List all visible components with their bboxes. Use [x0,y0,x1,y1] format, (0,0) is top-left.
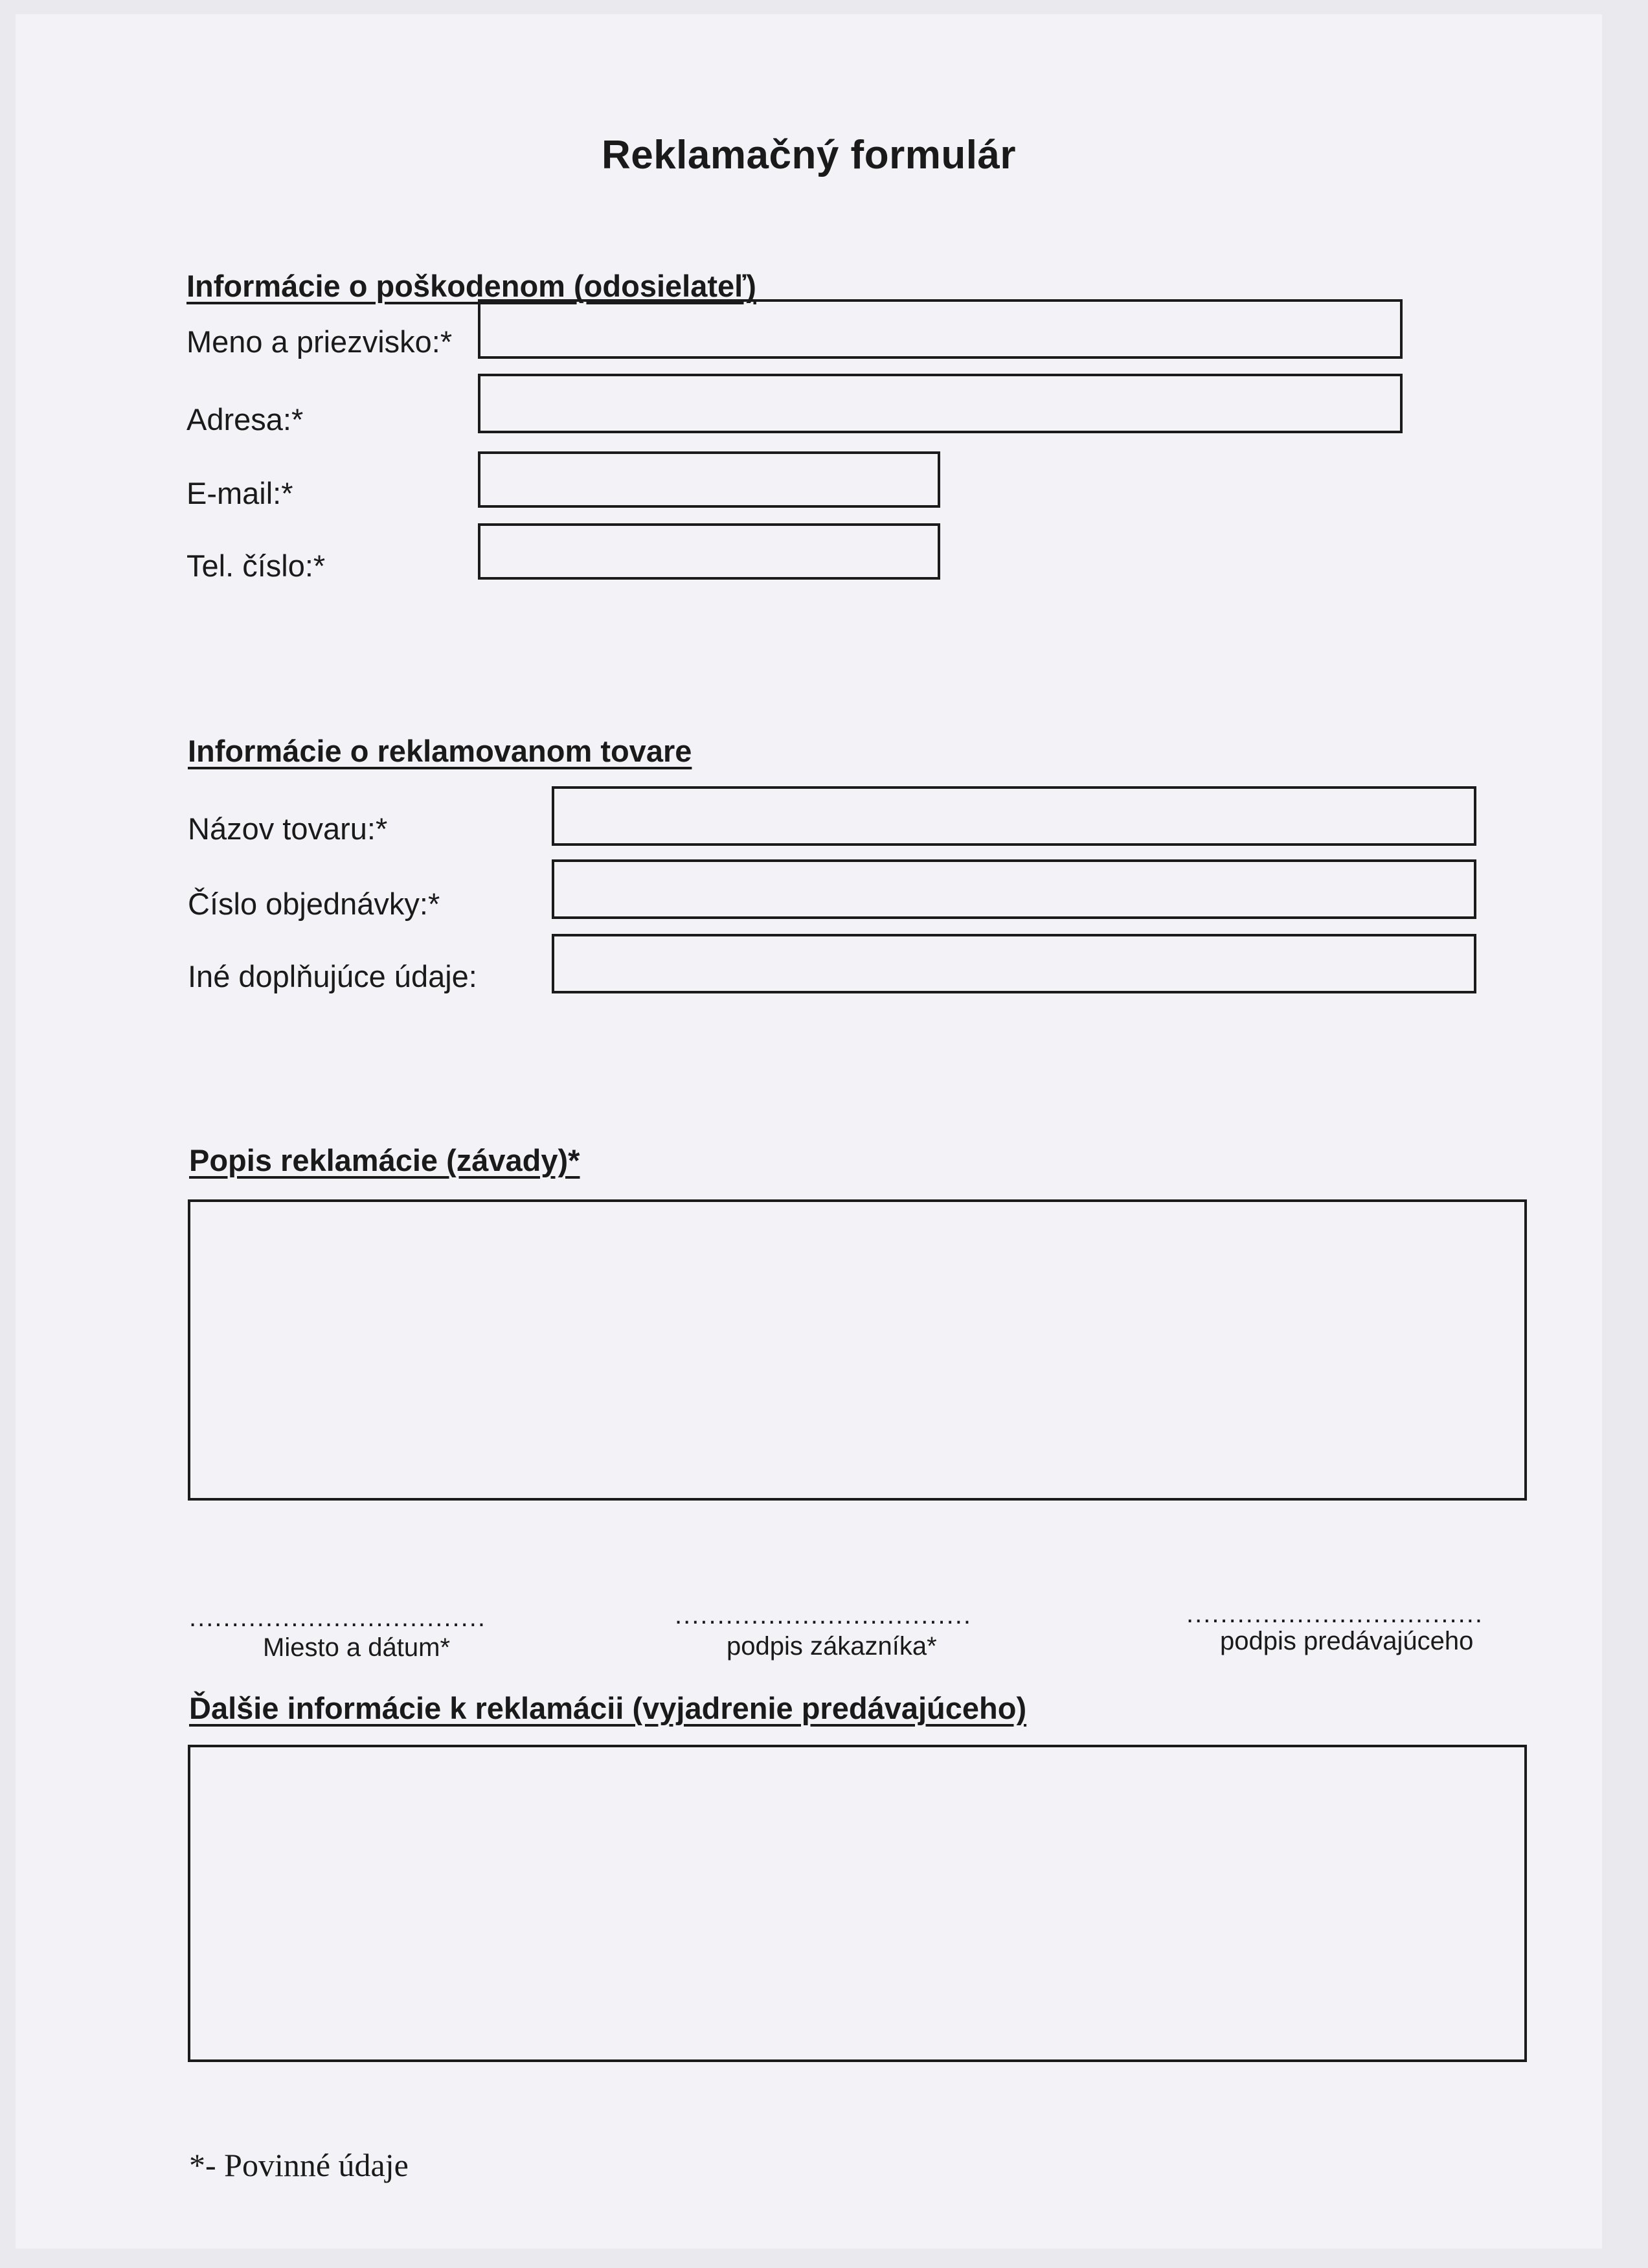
order-number-label: Číslo objednávky:* [188,887,440,921]
additional-info-label: Iné doplňujúce údaje: [188,959,477,993]
goods-section-heading: Informácie o reklamovanom tovare [188,734,692,768]
place-date-label: Miesto a dátum* [263,1633,451,1662]
additional-info-input[interactable] [552,934,1476,993]
page-title: Reklamačný formulár [601,133,1017,177]
complaint-description-heading: Popis reklamácie (závady)* [189,1143,580,1177]
complaint-form-page [16,14,1602,2249]
name-label: Meno a priezvisko:* [186,324,453,359]
phone-input[interactable] [478,523,940,580]
address-input[interactable] [478,374,1403,433]
seller-signature-label: podpis predávajúceho [1220,1627,1474,1655]
seller-section-heading: Ďalšie informácie k reklamácii (vyjadrenie predávajúceho) [189,1691,1027,1725]
customer-signature-label: podpis zákazníka* [727,1632,937,1661]
email-input[interactable] [478,451,940,508]
complaint-description-box[interactable] [188,1199,1527,1501]
required-fields-footnote: *- Povinné údaje [189,2147,409,2183]
place-date-dotted-line: ................................... [189,1604,486,1632]
seller-signature-dotted-line: ................................... [1186,1600,1484,1628]
phone-label: Tel. číslo:* [186,549,326,583]
seller-statement-box[interactable] [188,1745,1527,2062]
address-label: Adresa:* [186,402,304,437]
product-name-input[interactable] [552,786,1476,846]
order-number-input[interactable] [552,859,1476,919]
sender-section-heading: Informácie o poškodenom (odosielateľ) [186,269,756,303]
email-label: E-mail:* [186,476,293,510]
name-input[interactable] [478,299,1403,359]
product-name-label: Názov tovaru:* [188,811,388,846]
customer-signature-dotted-line: ................................... [675,1601,972,1629]
